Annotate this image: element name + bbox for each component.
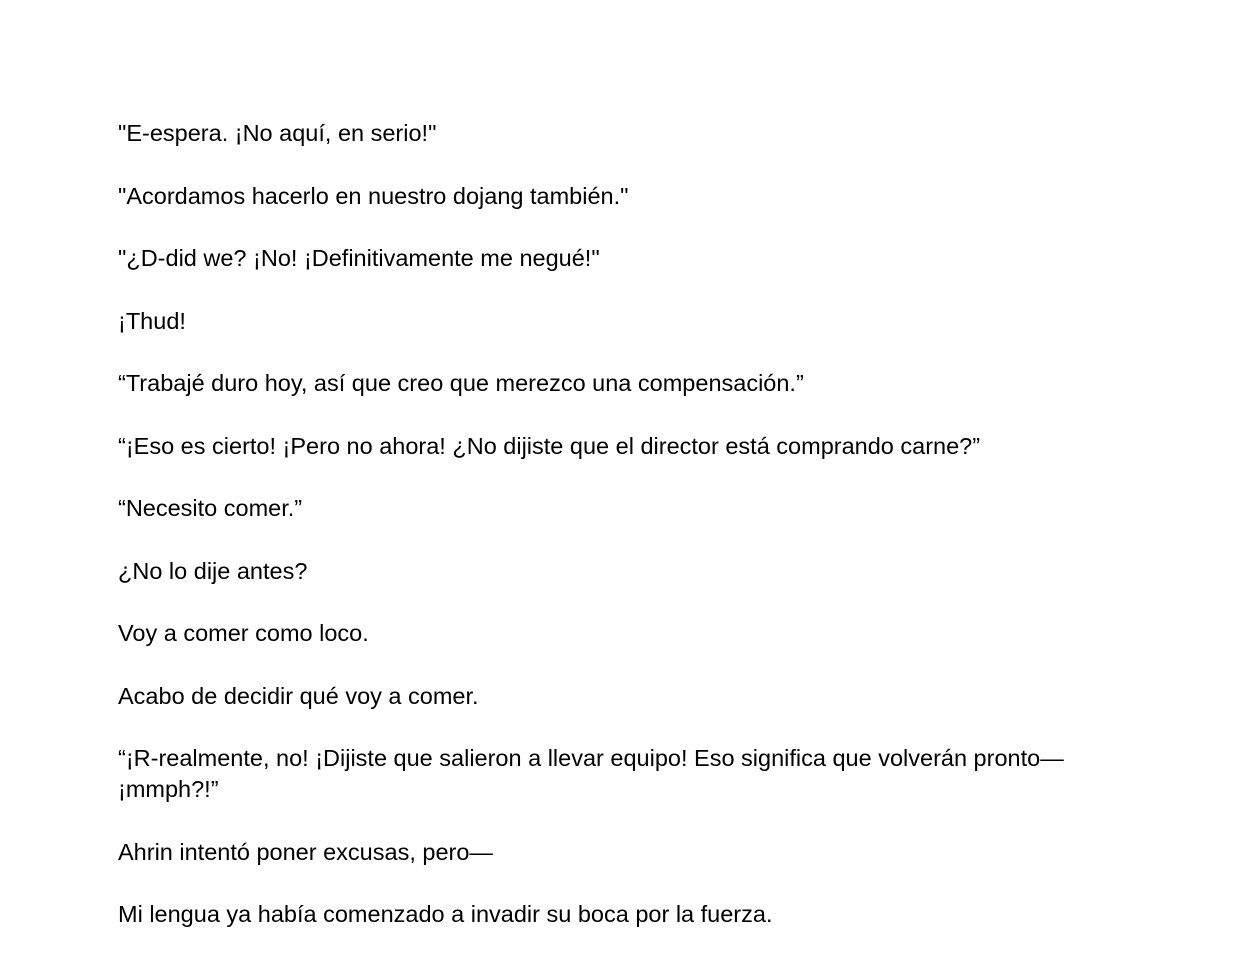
paragraph-5: “Trabajé duro hoy, así que creo que merezco una compensación.”	[118, 370, 804, 396]
paragraph-12: Ahrin intentó poner excusas, pero—	[118, 838, 493, 865]
paragraph-8: ¿No lo dije antes?	[118, 557, 308, 584]
paragraph-9: Voy a comer como loco.	[118, 620, 369, 646]
paragraph-3: "¿D-did we? ¡No! ¡Definitivamente me negué!"	[118, 245, 600, 271]
paragraph-13: Mi lengua ya había comenzado a invadir su boca por la fuerza.	[118, 901, 773, 927]
paragraph-11: “¡R-realmente, no! ¡Dijiste que salieron a llevar equipo! Eso significa que volverán pronto— ¡mmph?!”	[118, 745, 1064, 802]
paragraph-6: “¡Eso es cierto! ¡Pero no ahora! ¿No dijiste que el director está comprando carne?”	[118, 432, 981, 459]
paragraph-4: ¡Thud!	[118, 307, 186, 334]
paragraph-1: "E-espera. ¡No aquí, en serio!"	[118, 120, 437, 146]
document-page	[118, 118, 1118, 962]
paragraph-10: Acabo de decidir qué voy a comer.	[118, 682, 479, 709]
paragraph-7: “Necesito comer.”	[118, 495, 303, 521]
paragraph-2: "Acordamos hacerlo en nuestro dojang también."	[118, 182, 629, 209]
